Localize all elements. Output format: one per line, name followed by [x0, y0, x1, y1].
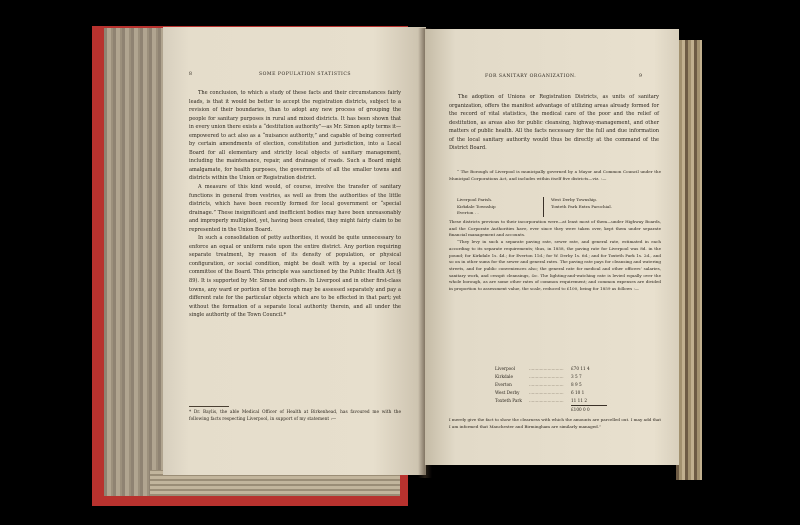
rates-total-rule — [571, 405, 607, 406]
left-running-head: SOME POPULATION STATISTICS — [259, 72, 352, 77]
district-left-2: Kirkdale Township — [457, 203, 496, 209]
left-body — [189, 89, 401, 320]
districts-divider — [543, 197, 544, 217]
footnote-rule — [189, 406, 229, 407]
district-right-1: West Derby Township. — [551, 197, 598, 202]
rate-row: Liverpool .......................... £70 11 4 — [495, 366, 590, 371]
rates-table — [495, 365, 635, 405]
right-body — [449, 93, 659, 153]
right-paragraph-1: The adoption of Unions or Registration Districts, as units of sanitary organization, offers the manifest advantage of utilizing areas already formed for the record of vital statistics, the medical care of the poor and the relief of destitution, as areas also for public cleansing, highway-management, and other matters of public health. All the facts necessary for the full and due information of the local sanitary authority would thus be directly at the command of the District Board. — [449, 94, 659, 152]
right-page — [425, 29, 679, 465]
closing-text: I merely give the fact to show the clearness with which the amounts are parcelled out. I may add that I am informed that Manchester and Birmingham are similarly managed.” — [449, 417, 661, 429]
district-left-1: Liverpool Parish. — [457, 197, 493, 202]
left-paragraph-1: The conclusion, to which a study of these facts and their circumstances fairly leads, is that it would be better to accept the registration districts, subject to a revision of their boundaries, than to adopt any new process of grouping the people for sanitary purposes in rural and mixed districts. It has been shown that in every union there exists a “destitution authority”—as Mr. Simon aptly terms it—empowered to act also as a “nuisance authority,” and capable of being converted by certain amendments of election, constitution and jurisdiction, into a Local Board for all elementary and strictly local objects of sanitary management, including the maintenance, repair, and drainage of roads. Such a Board might amalgamate, for health purposes, the governments of all the smaller towns and districts within the Union or Registration district. — [189, 90, 401, 182]
rate-row: West Derby .......................... 6 10 1 — [495, 390, 585, 396]
rates-total: £100 0 0 — [571, 407, 590, 412]
left-paragraph-3: In such a consolidation of petty authorities, it would be quite unnecessary to enforce an equal or uniform rate upon the entire district. Any portion requiring separate treatment, by reason of its density of population, or physical configuration, or social condition, might be dealt with by a special or local committee of the Board. This principle was sanctioned by the Public Health Act (§ 89). It is supported by Mr. Simon and others. In Liverpool and in other first-class towns, any ward or portion of the borough may be assessed separately and pay a different rate for the particular objects which are to be effected in that part; yet without the formation of a separate local authority therein, and all under the single authority of the Town Council.* — [189, 235, 401, 319]
page-edges-right — [676, 40, 702, 480]
left-page — [163, 27, 426, 475]
right-folio: 9 — [639, 74, 643, 79]
page-edges-left — [104, 28, 166, 496]
rate-row: Kirkdale .......................... 3 5 7 — [495, 374, 582, 380]
quote-intro: “ The Borough of Liverpool is municipally governed by a Mayor and Common Council under the Municipal Corporations Act, and includes within itself five districts—viz. :— — [449, 169, 661, 181]
quote-middle-1: These districts previous to their incorporation were—at least most of them—under Highway Boards, and the Corporate Authorities have, ever since they were taken over, kept them under separate financial management and accounts. — [449, 219, 661, 238]
rate-row: Toxteth Park .......................... 11 11 2 — [495, 398, 587, 404]
district-left-3: Everton . . — [457, 210, 479, 216]
right-running-head: FOR SANITARY ORGANIZATION. — [485, 74, 577, 79]
district-right-2: Toxteth Park Extra Parochial. — [551, 203, 612, 209]
quote-middle — [449, 219, 661, 293]
left-folio: 8 — [189, 72, 193, 77]
rate-row: Everton .......................... 8 9 5 — [495, 382, 582, 388]
quote-middle-2: “They levy in such a separate paving rate, sewer rate, and general rate, estimated in each according to its separate requirements; thus, in 1858, the paving rate for Liverpool was 8d. in the pound; for Kirkdale 1s. 4d.; for Everton 11d.; for W. Derby 1s. 6d.; and for Toxteth Park 1s. 2d., and so on in other sums for the sewer and general rates. The paving rate pays for cleansing and watering streets, and for public conveniences also; the general rate for medical and other officers’ salaries, sanitary work, and cesspit cleansings, &c. The lighting-and-watching rate is levied equally over the whole borough, as are some other rates of common requirement; and common expenses are divided in proportion to assessment value, the scale, reduced to £100, being for 1859 as follows :— — [449, 239, 661, 292]
left-paragraph-2: A measure of this kind would, of course, involve the transfer of sanitary functions in general from vestries, as well as from the authorities of the little districts, which have been recently formed for local government or “special drainage.” These insignificant and inefficient bodies may have been unreasonably and improperly multiplied, yet, having been created, they might fairly claim to be represented in the Union Board. — [189, 184, 401, 233]
left-footnote: * Dr. Baylis, the able Medical Officer of Health at Birkenhead, has favoured me with the following facts respecting Liverpool, in support of my statement :— — [189, 410, 401, 423]
